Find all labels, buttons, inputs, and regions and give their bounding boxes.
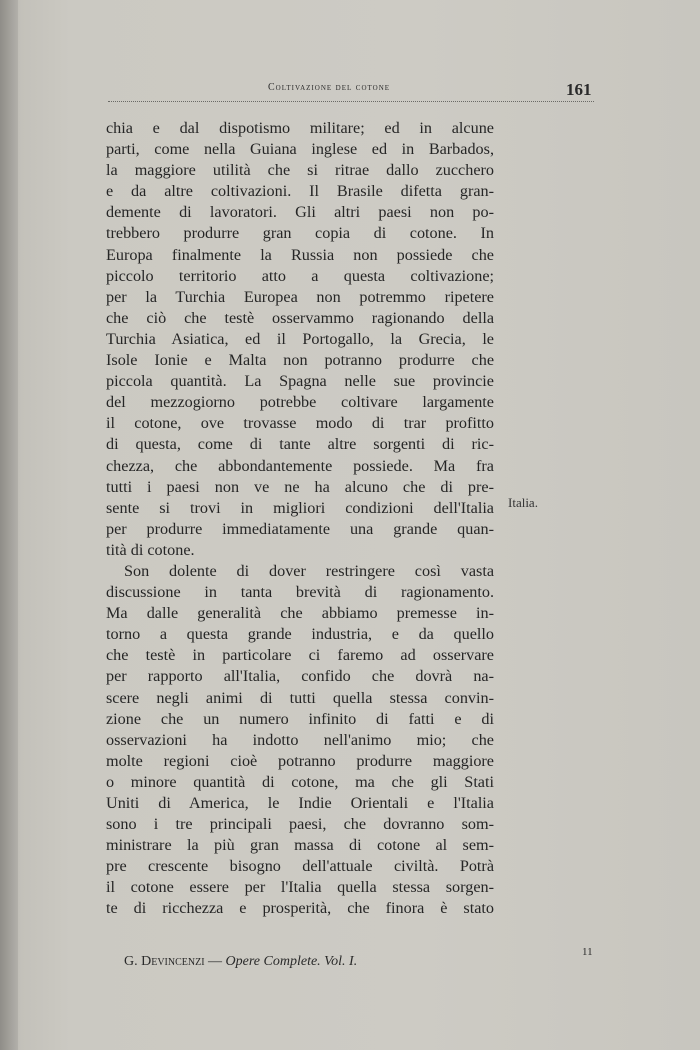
footer-separator: — [208,954,223,969]
footer-work-title: Opere Complete. Vol. I. [225,954,358,969]
text-line: per rapporto all'Italia, confido che dovrà na- [106,667,494,686]
text-line: Ma dalle generalità che abbiamo premesse in- [106,604,494,623]
text-line: del mezzogiorno potrebbe coltivare largamente [106,393,494,412]
text-line: tità di cotone. [106,540,195,559]
signature-mark: 11 [582,946,593,958]
text-line: e da altre coltivazioni. Il Brasile difetta gran- [106,182,494,201]
text-line: piccola quantità. La Spagna nelle sue provincie [106,372,494,391]
text-line: che ciò che testè osservammo ragionando della [106,308,494,327]
text-line: il cotone essere per l'Italia quella stessa sorgen- [106,878,494,897]
text-line: Turchia Asiatica, ed il Portogallo, la Grecia, le [106,329,494,348]
footer-author: G. Devincenzi [124,954,205,969]
text-line: di questa, come di tante altre sorgenti di ric- [106,435,494,454]
text-line: sono i tre principali paesi, che dovranno som- [106,815,494,834]
text-line: piccolo territorio atto a questa coltivazione; [106,266,494,285]
text-line: chia e dal dispotismo militare; ed in alcune [106,119,494,137]
text-line: Son dolente di dover restringere così vasta [124,561,494,580]
text-line: per la Turchia Europea non potremmo ripetere [106,287,494,306]
text-line: sente si trovi in migliori condizioni dell'Italia [106,498,494,517]
text-line: il cotone, ove trovasse modo di trar profitto [106,414,494,433]
text-line: ministrare la più gran massa di cotone al sem- [106,836,494,855]
text-line: demente di lavoratori. Gli altri paesi non po- [106,203,494,222]
footer-credit [124,954,357,970]
text-line: zione che un numero infinito di fatti e di [106,709,494,728]
text-line: osservazioni ha indotto nell'animo mio; che [106,730,494,749]
text-line: torno a questa grande industria, e da quello [106,625,494,644]
text-line: pre crescente bisogno dell'attuale civiltà. Potrà [106,857,494,876]
body-text [106,118,494,920]
text-line: scere negli animi di tutti quella stessa convin- [106,688,494,707]
text-line: Isole Ionie e Malta non potranno produrre che [106,351,494,370]
text-line: che testè in particolare ci faremo ad osservare [106,646,494,665]
text-line: molte regioni cioè potranno produrre maggiore [106,751,494,770]
text-line: o minore quantità di cotone, ma che gli Stati [106,772,494,791]
header-rule [108,101,594,102]
margin-note: Italia. [508,495,538,510]
page-number: 161 [566,80,592,99]
text-line: discussione in tanta brevità di ragionamento. [106,583,494,602]
text-line: te di ricchezza e prosperità, che finora è stato [106,899,494,918]
text-line: Uniti di America, le Indie Orientali e l'Italia [106,794,494,812]
text-line: parti, come nella Guiana inglese ed in Barbados, [106,140,494,159]
text-line: la maggiore utilità che si ritrae dallo zucchero [106,161,494,180]
text-line: per produrre immediatamente una grande quan- [106,519,494,538]
spine-shadow [0,0,18,1050]
text-line: chezza, che abbondantemente possiede. Ma fra [106,456,494,475]
text-line: trebbero produrre gran copia di cotone. In [106,224,494,243]
running-head: Coltivazione del cotone [268,82,391,93]
text-line: tutti i paesi non ve ne ha alcuno che di pre- [106,477,494,496]
text-line: Europa finalmente la Russia non possiede che [106,245,494,264]
